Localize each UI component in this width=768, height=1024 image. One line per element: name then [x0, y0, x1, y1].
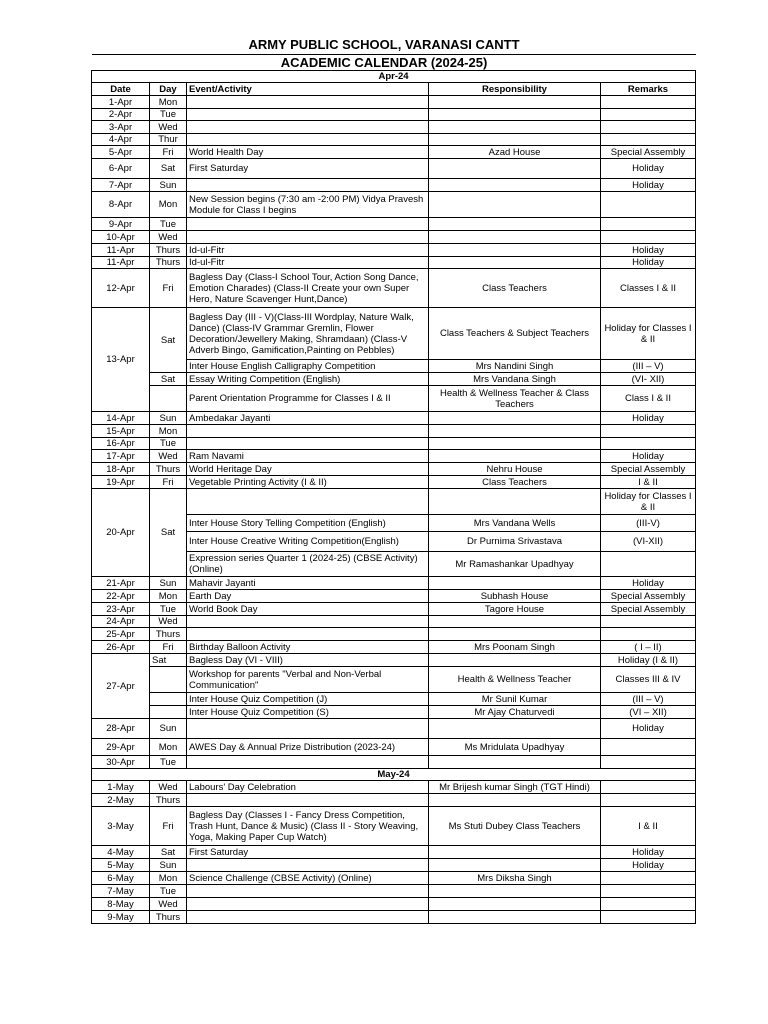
table-row — [92, 807, 696, 846]
responsibility-cell — [429, 450, 601, 463]
event-cell — [187, 218, 429, 231]
remarks-cell: (III – V) — [601, 693, 696, 706]
event-cell — [187, 425, 429, 438]
table-row — [92, 450, 696, 463]
responsibility-cell: Mr Ramashankar Upadhyay — [429, 552, 601, 577]
event-cell — [187, 121, 429, 134]
col-date: Date — [92, 83, 150, 96]
remarks-cell — [601, 121, 696, 134]
day-cell: Wed — [150, 450, 187, 463]
remarks-cell: Holiday — [601, 412, 696, 425]
month-header-row — [92, 769, 696, 781]
table-row — [92, 308, 696, 360]
event-cell — [187, 438, 429, 450]
event-cell: Inter House Quiz Competition (J) — [187, 693, 429, 706]
day-cell — [150, 706, 187, 719]
day-cell: Thurs — [150, 244, 187, 257]
day-cell: Wed — [150, 616, 187, 628]
table-row — [92, 121, 696, 134]
table-row — [92, 373, 696, 386]
remarks-cell — [601, 438, 696, 450]
responsibility-cell — [429, 109, 601, 121]
date-cell: 1-May — [92, 781, 150, 794]
remarks-cell: (VI- XII) — [601, 373, 696, 386]
table-row — [92, 898, 696, 911]
remarks-cell: Special Assembly — [601, 603, 696, 616]
responsibility-cell — [429, 859, 601, 872]
table-row — [92, 192, 696, 218]
responsibility-cell — [429, 577, 601, 590]
date-cell: 5-Apr — [92, 146, 150, 159]
school-title: ARMY PUBLIC SCHOOL, VARANASI CANTT — [248, 37, 520, 52]
remarks-cell: Holiday — [601, 846, 696, 859]
day-cell — [150, 386, 187, 412]
event-cell — [187, 179, 429, 192]
event-cell: Science Challenge (CBSE Activity) (Online) — [187, 872, 429, 885]
date-cell: 20-Apr — [92, 489, 150, 577]
day-cell: Sun — [150, 719, 187, 739]
date-cell: 29-Apr — [92, 739, 150, 756]
table-row — [92, 96, 696, 109]
table-row — [92, 781, 696, 794]
day-cell: Mon — [150, 590, 187, 603]
event-cell: Workshop for parents "Verbal and Non-Verbal Communication" — [187, 667, 429, 693]
event-cell: World Heritage Day — [187, 463, 429, 476]
responsibility-cell: Class Teachers — [429, 476, 601, 489]
date-cell: 18-Apr — [92, 463, 150, 476]
date-cell: 9-Apr — [92, 218, 150, 231]
event-cell: Essay Writing Competition (English) — [187, 373, 429, 386]
date-cell: 7-Apr — [92, 179, 150, 192]
event-cell — [187, 885, 429, 898]
day-cell: Mon — [150, 872, 187, 885]
remarks-cell: Classes I & II — [601, 269, 696, 308]
day-cell: Sun — [150, 179, 187, 192]
day-cell: Wed — [150, 898, 187, 911]
responsibility-cell — [429, 489, 601, 515]
table-row — [92, 590, 696, 603]
event-cell: Bagless Day (III - V)(Class-III Wordplay, Nature Walk, Dance) (Class-IV Grammar Gremlin, Flower Decoration/Jewellery Making, Shramdaan) (Class-V Adverb Bingo, Gamification,Painting on Pebbles) — [187, 308, 429, 360]
remarks-cell — [601, 739, 696, 756]
date-cell: 9-May — [92, 911, 150, 924]
responsibility-cell — [429, 244, 601, 257]
event-cell — [187, 231, 429, 244]
table-row — [92, 179, 696, 192]
table-row — [92, 577, 696, 590]
remarks-cell: (III-V) — [601, 515, 696, 532]
remarks-cell — [601, 872, 696, 885]
table-row — [92, 134, 696, 146]
responsibility-cell — [429, 911, 601, 924]
month-header-row — [92, 71, 696, 83]
date-cell: 5-May — [92, 859, 150, 872]
table-row — [92, 859, 696, 872]
table-row — [92, 463, 696, 476]
date-cell: 6-May — [92, 872, 150, 885]
responsibility-cell: Mrs Diksha Singh — [429, 872, 601, 885]
responsibility-cell: Health & Wellness Teacher & Class Teachers — [429, 386, 601, 412]
date-cell: 24-Apr — [92, 616, 150, 628]
remarks-cell — [601, 218, 696, 231]
remarks-cell: Special Assembly — [601, 146, 696, 159]
table-row — [92, 489, 696, 515]
col-responsibility: Responsibility — [429, 83, 601, 96]
day-cell: Wed — [150, 121, 187, 134]
responsibility-cell: Mrs Poonam Singh — [429, 641, 601, 654]
date-cell: 14-Apr — [92, 412, 150, 425]
responsibility-cell: Azad House — [429, 146, 601, 159]
table-row — [92, 231, 696, 244]
date-cell: 28-Apr — [92, 719, 150, 739]
remarks-cell — [601, 425, 696, 438]
remarks-cell: I & II — [601, 476, 696, 489]
day-cell — [150, 693, 187, 706]
table-row — [92, 257, 696, 269]
remarks-cell: Holiday for Classes I & II — [601, 308, 696, 360]
calendar-table — [91, 70, 696, 924]
event-cell: Mahavir Jayanti — [187, 577, 429, 590]
responsibility-cell: Nehru House — [429, 463, 601, 476]
table-row — [92, 412, 696, 425]
day-cell: Fri — [150, 146, 187, 159]
responsibility-cell: Health & Wellness Teacher — [429, 667, 601, 693]
date-cell: 6-Apr — [92, 159, 150, 179]
responsibility-cell — [429, 412, 601, 425]
table-row — [92, 885, 696, 898]
responsibility-cell — [429, 719, 601, 739]
event-cell: Ambedakar Jayanti — [187, 412, 429, 425]
event-cell — [187, 489, 429, 515]
day-cell: Fri — [150, 641, 187, 654]
remarks-cell — [601, 192, 696, 218]
remarks-cell: Special Assembly — [601, 590, 696, 603]
remarks-cell: Holiday — [601, 244, 696, 257]
date-cell: 1-Apr — [92, 96, 150, 109]
table-row — [92, 654, 696, 667]
day-cell: Tue — [150, 603, 187, 616]
event-cell: Inter House Story Telling Competition (English) — [187, 515, 429, 532]
remarks-cell — [601, 628, 696, 641]
remarks-cell: Holiday (I & II) — [601, 654, 696, 667]
remarks-cell: Holiday — [601, 719, 696, 739]
event-cell: Bagless Day (Class-I School Tour, Action Song Dance, Emotion Charades) (Class-II Create your own Super Hero, Nature Scavenger Hunt,Dance) — [187, 269, 429, 308]
table-row — [92, 628, 696, 641]
remarks-cell: Class I & II — [601, 386, 696, 412]
date-cell: 22-Apr — [92, 590, 150, 603]
day-cell: Thurs — [150, 628, 187, 641]
event-cell: First Saturday — [187, 159, 429, 179]
day-cell: Tue — [150, 109, 187, 121]
responsibility-cell — [429, 121, 601, 134]
table-row — [92, 109, 696, 121]
event-cell — [187, 134, 429, 146]
event-cell: Bagless Day (Classes I - Fancy Dress Competition, Trash Hunt, Dance & Music) (Class II - Story Weaving, Yoga, Making Paper Cup Watch) — [187, 807, 429, 846]
event-cell: World Health Day — [187, 146, 429, 159]
remarks-cell — [601, 885, 696, 898]
event-cell: Ram Navami — [187, 450, 429, 463]
remarks-cell: (VI-XII) — [601, 532, 696, 552]
event-cell — [187, 756, 429, 769]
table-row — [92, 476, 696, 489]
day-cell: Thurs — [150, 257, 187, 269]
event-cell: Inter House Creative Writing Competition(English) — [187, 532, 429, 552]
day-cell: Sun — [150, 577, 187, 590]
day-cell: Sat — [150, 159, 187, 179]
day-cell: Wed — [150, 231, 187, 244]
event-cell: Parent Orientation Programme for Classes I & II — [187, 386, 429, 412]
day-cell: Sun — [150, 859, 187, 872]
date-cell: 16-Apr — [92, 438, 150, 450]
day-cell: Thur — [150, 134, 187, 146]
table-row — [92, 641, 696, 654]
responsibility-cell — [429, 218, 601, 231]
day-cell: Sun — [150, 412, 187, 425]
event-cell: Id-ul-Fitr — [187, 244, 429, 257]
responsibility-cell: Ms Mridulata Upadhyay — [429, 739, 601, 756]
event-cell — [187, 109, 429, 121]
day-cell: Thurs — [150, 463, 187, 476]
event-cell — [187, 794, 429, 807]
event-cell: Labours' Day Celebration — [187, 781, 429, 794]
responsibility-cell: Mrs Nandini Singh — [429, 360, 601, 373]
responsibility-cell — [429, 628, 601, 641]
date-cell: 8-Apr — [92, 192, 150, 218]
responsibility-cell — [429, 96, 601, 109]
table-row — [92, 244, 696, 257]
remarks-cell: (VI – XII) — [601, 706, 696, 719]
responsibility-cell — [429, 192, 601, 218]
date-cell: 25-Apr — [92, 628, 150, 641]
day-cell: Mon — [150, 96, 187, 109]
event-cell — [187, 616, 429, 628]
date-cell: 8-May — [92, 898, 150, 911]
day-cell: Tue — [150, 438, 187, 450]
remarks-cell: Holiday — [601, 450, 696, 463]
table-row — [92, 386, 696, 412]
col-day: Day — [150, 83, 187, 96]
event-cell: Bagless Day (VI - VIII) — [187, 654, 429, 667]
event-cell: World Book Day — [187, 603, 429, 616]
date-cell: 21-Apr — [92, 577, 150, 590]
day-cell: Sat — [150, 846, 187, 859]
responsibility-cell — [429, 898, 601, 911]
responsibility-cell — [429, 654, 601, 667]
event-cell — [187, 859, 429, 872]
remarks-cell — [601, 898, 696, 911]
remarks-cell — [601, 756, 696, 769]
day-cell: Tue — [150, 218, 187, 231]
table-row — [92, 719, 696, 739]
remarks-cell: Classes III & IV — [601, 667, 696, 693]
event-cell: Id-ul-Fitr — [187, 257, 429, 269]
day-cell: Sat — [150, 373, 187, 386]
remarks-cell: Holiday — [601, 577, 696, 590]
responsibility-cell: Mrs Vandana Wells — [429, 515, 601, 532]
responsibility-cell: Tagore House — [429, 603, 601, 616]
table-row — [92, 693, 696, 706]
day-cell: Thurs — [150, 794, 187, 807]
table-row — [92, 269, 696, 308]
col-event: Event/Activity — [187, 83, 429, 96]
day-cell: Fri — [150, 269, 187, 308]
remarks-cell — [601, 616, 696, 628]
table-row — [92, 756, 696, 769]
table-row — [92, 616, 696, 628]
date-cell: 2-May — [92, 794, 150, 807]
remarks-cell: ( I – II) — [601, 641, 696, 654]
date-cell: 2-Apr — [92, 109, 150, 121]
event-cell: AWES Day & Annual Prize Distribution (2023-24) — [187, 739, 429, 756]
responsibility-cell — [429, 438, 601, 450]
table-row — [92, 911, 696, 924]
day-cell: Tue — [150, 756, 187, 769]
day-cell: Fri — [150, 807, 187, 846]
table-row — [92, 438, 696, 450]
remarks-cell — [601, 109, 696, 121]
responsibility-cell — [429, 231, 601, 244]
event-cell — [187, 628, 429, 641]
event-cell: Vegetable Printing Activity (I & II) — [187, 476, 429, 489]
date-cell: 27-Apr — [92, 654, 150, 719]
responsibility-cell: Dr Purnima Srivastava — [429, 532, 601, 552]
responsibility-cell — [429, 179, 601, 192]
event-cell — [187, 96, 429, 109]
remarks-cell — [601, 552, 696, 577]
event-cell: Inter House Quiz Competition (S) — [187, 706, 429, 719]
day-cell: Tue — [150, 885, 187, 898]
date-cell: 12-Apr — [92, 269, 150, 308]
event-cell: First Saturday — [187, 846, 429, 859]
table-row — [92, 146, 696, 159]
remarks-cell: Holiday — [601, 159, 696, 179]
date-cell: 3-Apr — [92, 121, 150, 134]
event-cell — [187, 911, 429, 924]
remarks-cell: Holiday — [601, 859, 696, 872]
calendar-title: ACADEMIC CALENDAR (2024-25) — [280, 55, 488, 70]
day-cell: Mon — [150, 739, 187, 756]
remarks-cell — [601, 911, 696, 924]
table-row — [92, 218, 696, 231]
month-label: Apr-24 — [92, 71, 696, 83]
remarks-cell — [601, 231, 696, 244]
month-label: May-24 — [92, 769, 696, 781]
responsibility-cell: Mr Ajay Chaturvedi — [429, 706, 601, 719]
date-cell: 26-Apr — [92, 641, 150, 654]
date-cell: 10-Apr — [92, 231, 150, 244]
remarks-cell: Holiday — [601, 257, 696, 269]
remarks-cell: I & II — [601, 807, 696, 846]
remarks-cell: Holiday — [601, 179, 696, 192]
responsibility-cell — [429, 756, 601, 769]
remarks-cell: (III – V) — [601, 360, 696, 373]
event-cell: New Session begins (7:30 am -2:00 PM) Vidya Pravesh Module for Class I begins — [187, 192, 429, 218]
day-cell: Sat — [150, 654, 187, 667]
table-row — [92, 739, 696, 756]
column-header-row — [92, 83, 696, 96]
responsibility-cell: Mr Brijesh kumar Singh (TGT Hindi) — [429, 781, 601, 794]
table-row — [92, 159, 696, 179]
responsibility-cell: Ms Stuti Dubey Class Teachers — [429, 807, 601, 846]
date-cell: 23-Apr — [92, 603, 150, 616]
day-cell: Fri — [150, 476, 187, 489]
col-remarks: Remarks — [601, 83, 696, 96]
responsibility-cell: Class Teachers & Subject Teachers — [429, 308, 601, 360]
event-cell: Inter House English Calligraphy Competition — [187, 360, 429, 373]
date-cell: 4-May — [92, 846, 150, 859]
table-row — [92, 425, 696, 438]
day-cell: Thurs — [150, 911, 187, 924]
responsibility-cell — [429, 846, 601, 859]
date-cell: 3-May — [92, 807, 150, 846]
date-cell: 11-Apr — [92, 244, 150, 257]
responsibility-cell: Class Teachers — [429, 269, 601, 308]
responsibility-cell — [429, 134, 601, 146]
responsibility-cell: Mr Sunil Kumar — [429, 693, 601, 706]
table-row — [92, 846, 696, 859]
date-cell: 15-Apr — [92, 425, 150, 438]
date-cell: 11-Apr — [92, 257, 150, 269]
remarks-cell — [601, 134, 696, 146]
date-cell: 7-May — [92, 885, 150, 898]
day-cell: Wed — [150, 781, 187, 794]
responsibility-cell — [429, 885, 601, 898]
responsibility-cell — [429, 616, 601, 628]
day-cell: Mon — [150, 425, 187, 438]
table-row — [92, 706, 696, 719]
event-cell: Birthday Balloon Activity — [187, 641, 429, 654]
event-cell: Earth Day — [187, 590, 429, 603]
responsibility-cell — [429, 257, 601, 269]
remarks-cell — [601, 781, 696, 794]
remarks-cell — [601, 96, 696, 109]
responsibility-cell — [429, 425, 601, 438]
table-row — [92, 667, 696, 693]
event-cell: Expression series Quarter 1 (2024-25) (CBSE Activity) (Online) — [187, 552, 429, 577]
table-row — [92, 872, 696, 885]
date-cell: 13-Apr — [92, 308, 150, 412]
remarks-cell: Special Assembly — [601, 463, 696, 476]
date-cell: 4-Apr — [92, 134, 150, 146]
remarks-cell — [601, 794, 696, 807]
responsibility-cell — [429, 159, 601, 179]
event-cell — [187, 898, 429, 911]
day-cell: Mon — [150, 192, 187, 218]
table-row — [92, 603, 696, 616]
responsibility-cell: Mrs Vandana Singh — [429, 373, 601, 386]
day-cell — [150, 667, 187, 693]
table-row — [92, 794, 696, 807]
date-cell: 30-Apr — [92, 756, 150, 769]
remarks-cell: Holiday for Classes I & II — [601, 489, 696, 515]
day-cell: Sat — [150, 489, 187, 577]
responsibility-cell — [429, 794, 601, 807]
event-cell — [187, 719, 429, 739]
date-cell: 19-Apr — [92, 476, 150, 489]
day-cell: Sat — [150, 308, 187, 373]
responsibility-cell: Subhash House — [429, 590, 601, 603]
date-cell: 17-Apr — [92, 450, 150, 463]
